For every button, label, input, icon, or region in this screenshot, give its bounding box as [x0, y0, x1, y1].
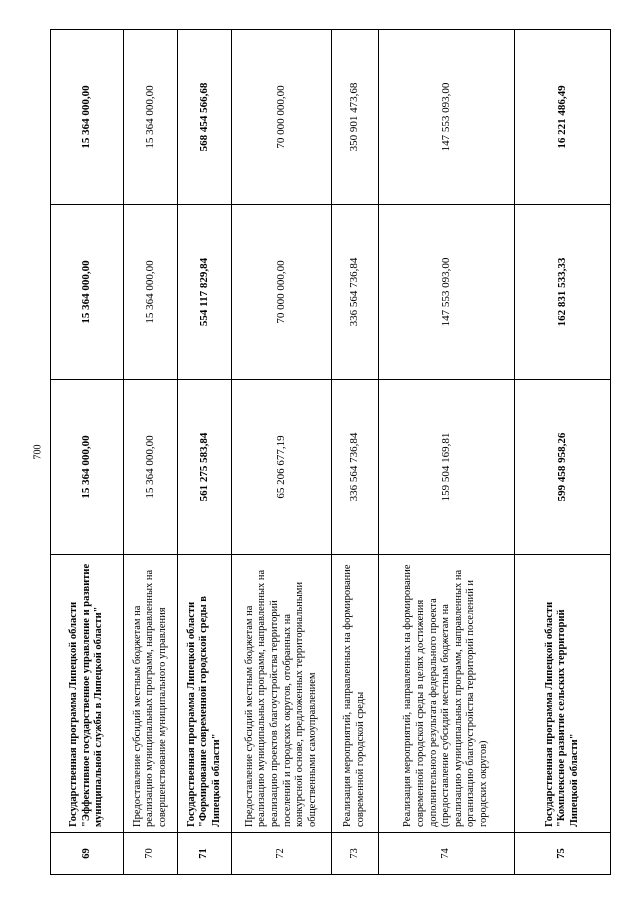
table-row	[124, 30, 178, 875]
rotated-table-container	[50, 30, 610, 875]
row-number: 70	[124, 833, 178, 875]
page-number: 700	[32, 444, 44, 460]
row-description: Государственная программа Липецкой области "Формирование современной городской среды в Липецкой области"	[178, 555, 232, 833]
row-value-3: 568 454 566,68	[178, 30, 232, 205]
row-value-3: 15 364 000,00	[51, 30, 124, 205]
table-row	[232, 30, 332, 875]
row-value-2: 162 831 533,33	[515, 205, 611, 380]
row-number: 72	[232, 833, 332, 875]
row-value-2: 554 117 829,84	[178, 205, 232, 380]
row-value-1: 65 206 677,19	[232, 380, 332, 555]
row-description: Реализация мероприятий, направленных на формирование современной городской среды	[332, 555, 379, 833]
row-number: 74	[379, 833, 515, 875]
row-value-1: 599 458 958,26	[515, 380, 611, 555]
row-value-2: 147 553 093,00	[379, 205, 515, 380]
row-value-3: 15 364 000,00	[124, 30, 178, 205]
row-value-1: 336 564 736,84	[332, 380, 379, 555]
table-row	[51, 30, 124, 875]
row-number: 73	[332, 833, 379, 875]
row-value-1: 15 364 000,00	[124, 380, 178, 555]
row-value-1: 561 275 583,84	[178, 380, 232, 555]
row-value-2: 336 564 736,84	[332, 205, 379, 380]
row-description: Государственная программа Липецкой области "Эффективное государственное управление и развитие муниципальной службы в Липецкой области"	[51, 555, 124, 833]
row-value-3: 70 000 000,00	[232, 30, 332, 205]
row-description: Предоставление субсидий местным бюджетам на реализацию муниципальных программ, направленных на совершенствование муниципального управления	[124, 555, 178, 833]
budget-table	[50, 29, 611, 875]
row-description: Государственная программа Липецкой области "Комплексное развитие сельских территорий Липецкой области"	[515, 555, 611, 833]
row-value-3: 16 221 486,49	[515, 30, 611, 205]
row-value-1: 15 364 000,00	[51, 380, 124, 555]
table-row	[515, 30, 611, 875]
row-description: Реализация мероприятий, направленных на формирование современной городской среды в целях достижения дополнительного результата федерального проекта (предоставление субсидий местным бюджетам на реализацию муниципальных программ, направленных на организацию благоустройства территорий поселений и городских округов)	[379, 555, 515, 833]
row-number: 71	[178, 833, 232, 875]
row-description: Предоставление субсидий местным бюджетам на реализацию муниципальных программ, направленных на реализацию проектов благоустройства территорий поселений и городских округов, отобранных на конкурсной основе, предложенных территориальными общественными самоуправлением	[232, 555, 332, 833]
row-number: 69	[51, 833, 124, 875]
row-value-2: 70 000 000,00	[232, 205, 332, 380]
row-value-2: 15 364 000,00	[124, 205, 178, 380]
row-number: 75	[515, 833, 611, 875]
table-row	[379, 30, 515, 875]
row-value-3: 350 901 473,68	[332, 30, 379, 205]
table-row	[332, 30, 379, 875]
row-value-2: 15 364 000,00	[51, 205, 124, 380]
row-value-3: 147 553 093,00	[379, 30, 515, 205]
table-row	[178, 30, 232, 875]
row-value-1: 159 504 169,81	[379, 380, 515, 555]
